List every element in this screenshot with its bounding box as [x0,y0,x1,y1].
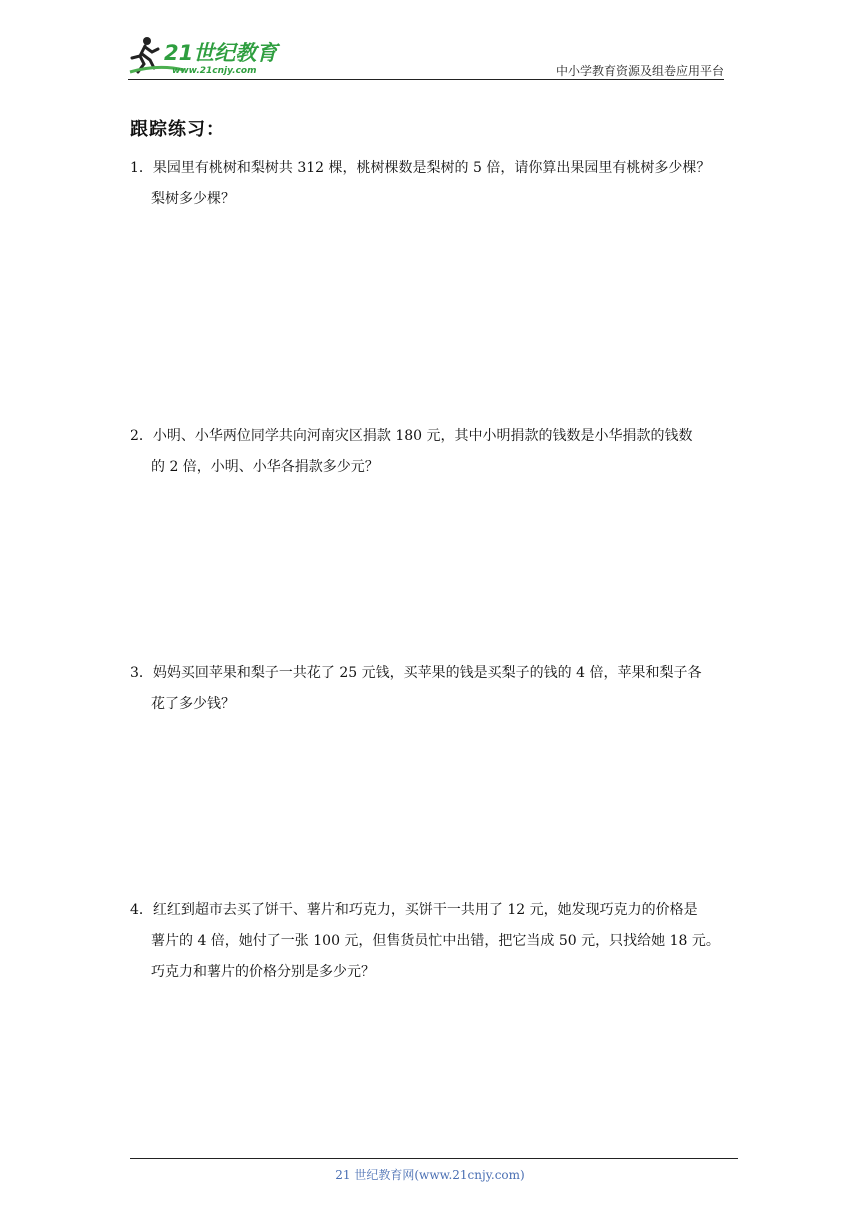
question-text-cont: 巧克力和薯片的价格分别是多少元？ [151,964,375,980]
question-1 [130,153,734,215]
question-text: 小明、小华两位同学共向河南灾区捐款 180 元，其中小明捐款的钱数是小华捐款的钱数 [152,428,693,444]
question-number: 3． [130,665,153,681]
question-text-cont: 花了多少钱？ [151,696,235,712]
question-text-cont: 薯片的 4 倍，她付了一张 100 元，但售货员忙中出错，把它当成 50 元，只找给她 18 元。 [151,933,720,949]
question-text-cont: 梨树多少棵？ [151,191,235,207]
section-title: 跟踪练习： [130,119,225,140]
question-3 [130,658,734,720]
question-number: 4． [130,902,153,918]
question-text-cont: 的 2 倍，小明、小华各捐款多少元？ [151,459,379,475]
question-text: 红红到超市去买了饼干、薯片和巧克力，买饼干一共用了 12 元，她发现巧克力的价格是 [152,902,698,918]
logo-url: www.21cnjy.com [172,66,257,76]
question-number: 1． [130,160,153,176]
question-text: 妈妈买回苹果和梨子一共花了 25 元钱，买苹果的钱是买梨子的钱的 4 倍，苹果和梨子各 [152,665,702,681]
page-header [128,30,724,80]
page-footer[interactable]: 21 世纪教育网(www.21cnjy.com) [335,1168,525,1182]
header-tagline: 中小学教育资源及组卷应用平台 [555,64,724,78]
question-4 [130,895,734,988]
logo-wordmark: 21世纪教育 [164,41,278,65]
header-divider [128,79,724,80]
footer-divider [130,1158,738,1159]
site-logo [128,34,298,78]
question-text: 果园里有桃树和梨树共 312 棵，桃树棵数是梨树的 5 倍，请你算出果园里有桃树多少棵？ [152,160,711,176]
question-2 [130,421,734,483]
question-number: 2． [130,428,153,444]
